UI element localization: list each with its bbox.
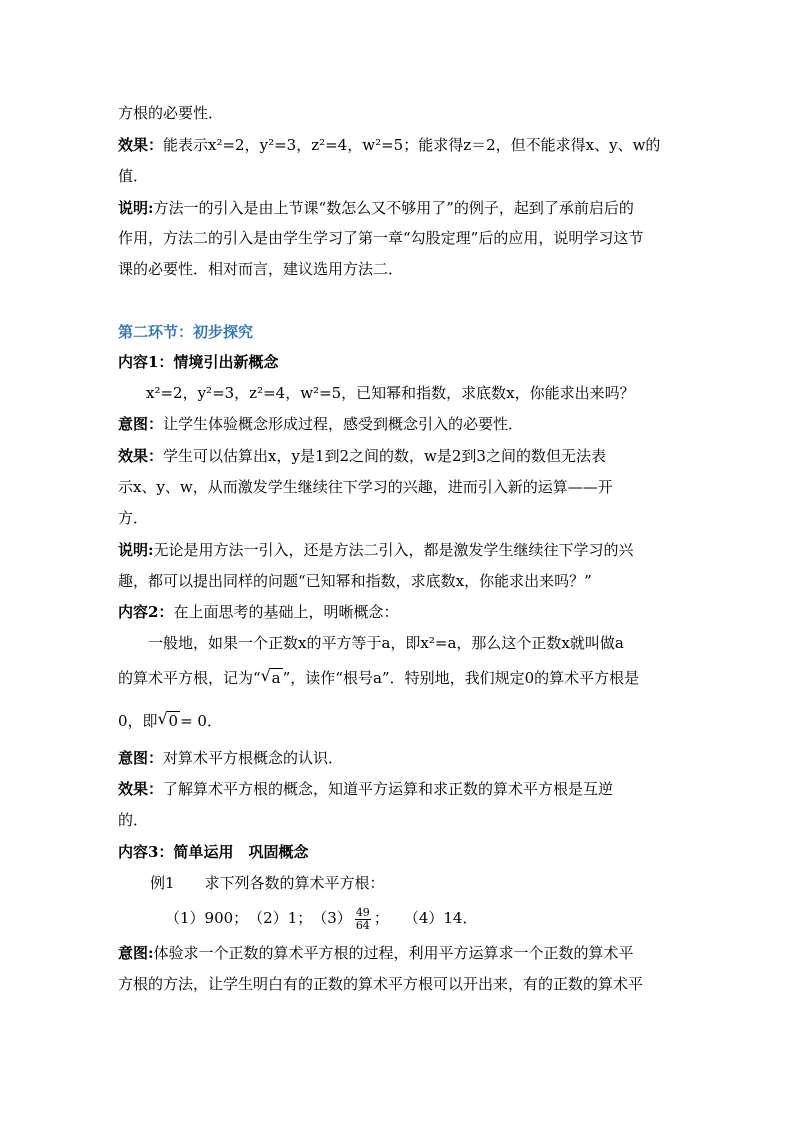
note-label: 说明: bbox=[118, 199, 154, 217]
intent-label: 意图： bbox=[118, 749, 164, 767]
example-items: （1）900； （2）1； （3） $\frac{49}{64}$ ； （4）14． bbox=[165, 905, 478, 932]
effect-label: 效果： bbox=[118, 447, 164, 465]
content-3-heading: 内容3：简单运用 巩固概念 bbox=[118, 843, 309, 861]
section-heading: 第二环节：初步探究 bbox=[118, 323, 254, 341]
definition-line: 0，即 √ 0 = 0． bbox=[118, 709, 222, 730]
text-line: 方． bbox=[118, 509, 149, 527]
sqrt-a: √ a bbox=[260, 666, 281, 687]
example-title: 例1 求下列各数的算术平方根： bbox=[150, 874, 385, 892]
text-line: 值． bbox=[118, 167, 149, 185]
intent-label: 意图: bbox=[118, 944, 154, 962]
content-2-paragraph: 内容2：在上面思考的基础上，明晰概念： bbox=[118, 603, 399, 621]
fraction-49-64: $\frac{49}{64}$ bbox=[355, 905, 370, 932]
text-line: 趣，都可以提出同样的问题“已知幂和指数，求底数x，你能求出来吗？” bbox=[118, 572, 592, 590]
sqrt-zero: √ 0 bbox=[157, 709, 179, 730]
effect-paragraph: 效果：了解算术平方根的概念，知道平方运算和求正数的算术平方根是互逆 bbox=[118, 780, 614, 798]
text-line: 示x、y、w，从而激发学生继续往下学习的兴趣，进而引入新的运算——开 bbox=[118, 478, 613, 496]
definition-line: 的算术平方根，记为“ √ a ”，读作“根号a”．特别地，我们规定0的算术平方根是 bbox=[118, 666, 640, 687]
effect-label: 效果： bbox=[118, 136, 164, 154]
intent-label: 意图： bbox=[118, 415, 164, 433]
text-line: 作用，方法二的引入是由学生学习了第一章“勾股定理”后的应用，说明学习这节 bbox=[118, 229, 644, 247]
note-paragraph: 说明:方法一的引入是由上节课“数怎么又不够用了”的例子，起到了承前启后的 bbox=[118, 199, 634, 217]
content-1-heading: 内容1：情境引出新概念 bbox=[118, 353, 279, 371]
intent-paragraph: 意图：让学生体验概念形成过程，感受到概念引入的必要性． bbox=[118, 415, 524, 433]
text-line: 方根的方法，让学生明白有的正数的算术平方根可以开出来，有的正数的算术平 bbox=[118, 975, 644, 993]
effect-label: 效果： bbox=[118, 780, 164, 798]
text-line: x²=2，y²=3，z²=4，w²=5，已知幂和指数，求底数x，你能求出来吗？ bbox=[146, 384, 635, 402]
definition-line: 一般地，如果一个正数x的平方等于a，即x²=a，那么这个正数x就叫做a bbox=[148, 634, 624, 652]
text-line: 的． bbox=[118, 811, 149, 829]
intent-paragraph: 意图:体验求一个正数的算术平方根的过程，利用平方运算求一个正数的算术平 bbox=[118, 944, 634, 962]
note-paragraph: 说明:无论是用方法一引入，还是方法二引入，都是激发学生继续往下学习的兴 bbox=[118, 541, 634, 559]
effect-paragraph: 效果：能表示x²=2，y²=3，z²=4，w²=5；能求得z＝2，但不能求得x、y、w的 bbox=[118, 136, 661, 154]
text-line: 课的必要性．相对而言，建议选用方法二． bbox=[118, 260, 404, 278]
content-2-label: 内容2： bbox=[118, 603, 174, 621]
note-label: 说明: bbox=[118, 541, 154, 559]
effect-paragraph: 效果：学生可以估算出x，y是1到2之间的数，w是2到3之间的数但无法表 bbox=[118, 447, 606, 465]
text-line: 方根的必要性． bbox=[118, 104, 224, 122]
intent-paragraph: 意图：对算术平方根概念的认识． bbox=[118, 749, 344, 767]
